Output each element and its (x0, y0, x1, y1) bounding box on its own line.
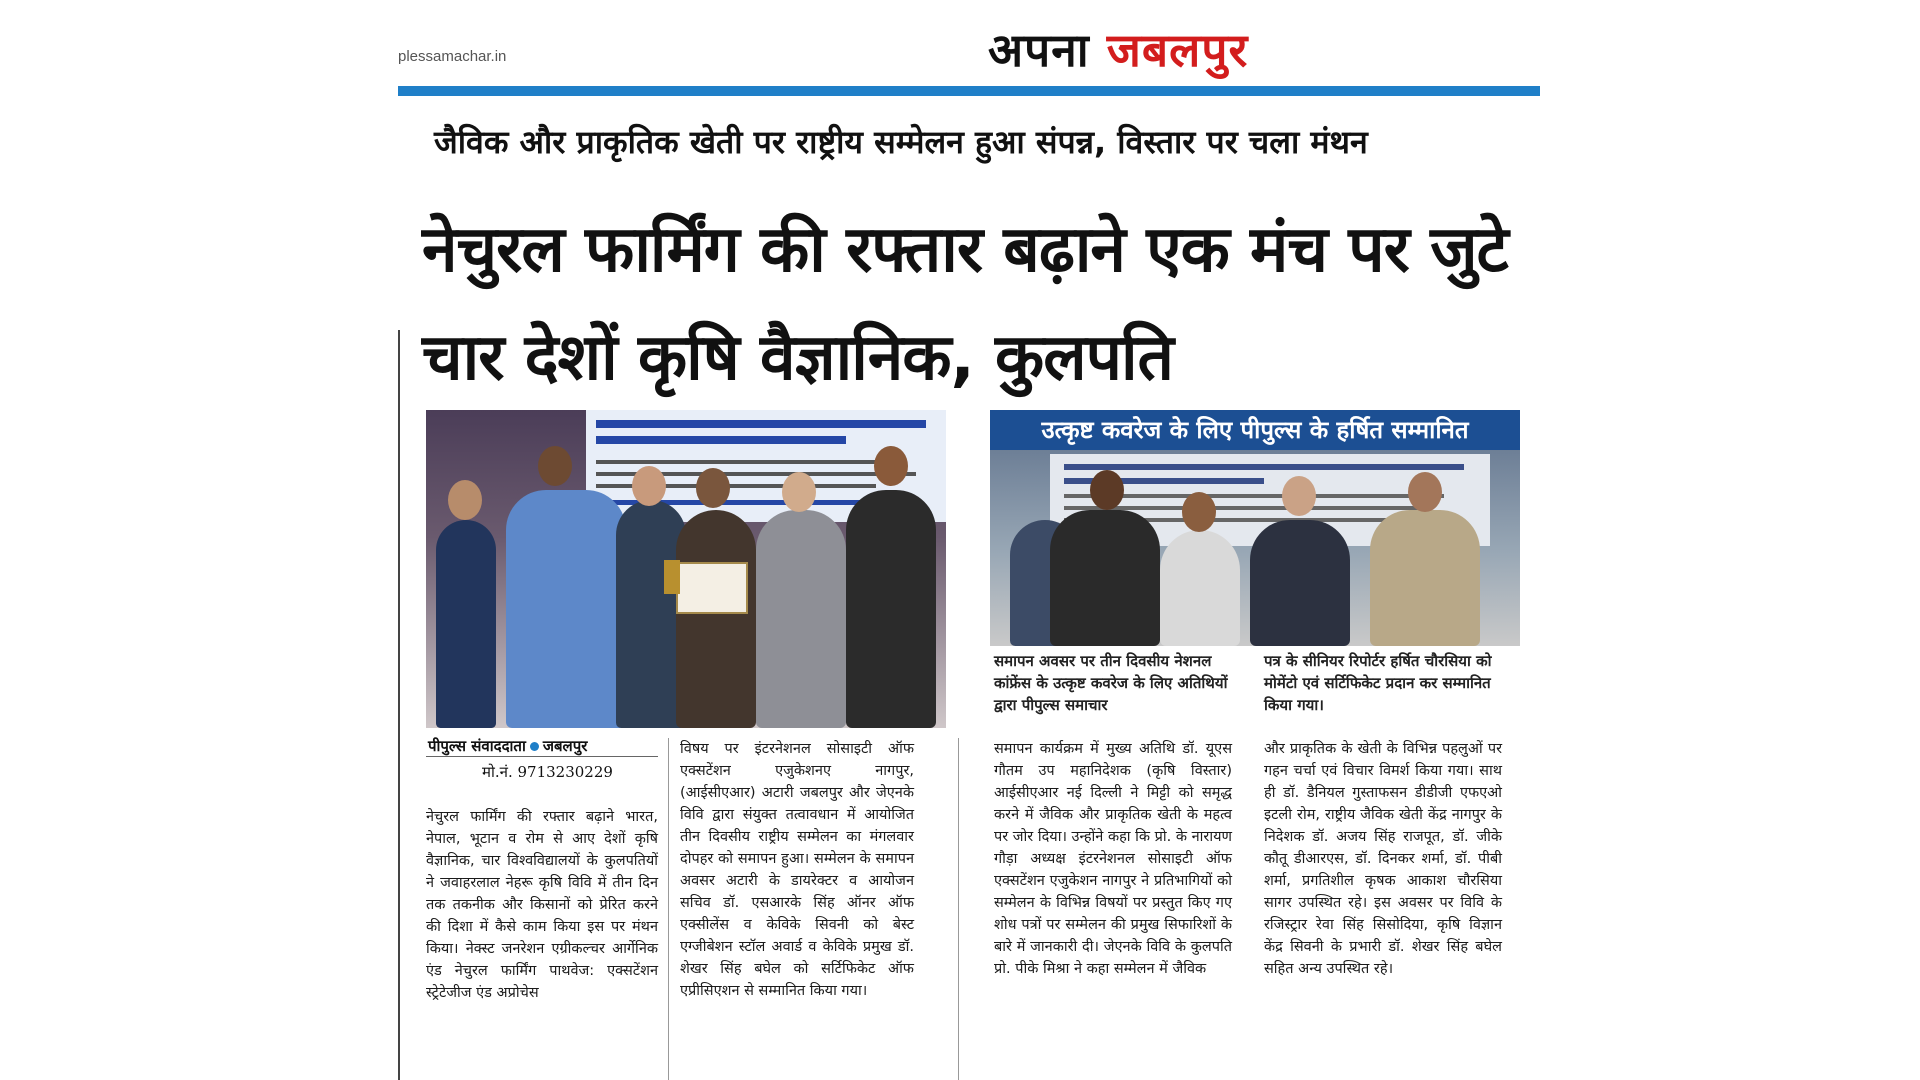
award-photo-left (426, 410, 946, 728)
photo-caption-right: पत्र के सीनियर रिपोर्टर हर्षित चौरसिया को मोमेंटो एवं सर्टिफिकेट प्रदान कर सम्मानित किया गया। (1264, 652, 1492, 714)
column-divider (668, 738, 669, 1080)
page-edge-line (398, 330, 400, 1080)
masthead (988, 18, 1248, 80)
article-column-2: विषय पर इंटरनेशनल सोसाइटी ऑफ एक्सटेंशन एजुकेशनए नागपुर, (आईसीएआर) अटारी जबलपुर और जेएनके विवि द्वारा संयुक्त तत्वावधान में आयोजित तीन दिवसीय राष्ट्रीय सम्मेलन का मंगलवार दोपहर को समापन हुआ। सम्मेलन के समापन अवसर अटारी के डायरेक्टर व आयोजन सचिव डॉ. एसआरके सिंह ऑनर ऑफ एक्सीलेंस व केविके सिवनी को बेस्ट एग्जीबेशन स्टॉल अवार्ड व केविके प्रमुख डॉ. शेखर सिंह बघेल को सर्टिफिकेट ऑफ एप्रीसिएशन से सम्मानित किया गया। (680, 741, 914, 999)
byline-place: जबलपुर (542, 737, 588, 755)
masthead-part2: जबलपुर (1106, 23, 1249, 77)
masthead-part1: अपना (988, 23, 1090, 77)
column-divider (958, 738, 959, 1080)
kicker-headline: जैविक और प्राकृतिक खेती पर राष्ट्रीय सम्मेलन हुआ संपन्न, विस्तार पर चला मंथन (434, 123, 1368, 161)
main-headline: नेचुरल फार्मिंग की रफ्तार बढ़ाने एक मंच पर जुटे चार देशों कृषि वैज्ञानिक, कुलपति (422, 213, 1508, 395)
site-url: plessamachar.in (398, 48, 507, 65)
byline (428, 736, 652, 756)
article-column-3: समापन कार्यक्रम में मुख्य अतिथि डॉ. यूएस गौतम उप महानिदेशक (कृषि विस्तार) आईसीएआर नई दिल्ली ने मिट्टी को समृद्ध करने में जैविक और प्राकृतिक खेती के महत्व पर जोर दिया। उन्होंने कहा कि प्रो. के नारायण गौड़ा अध्यक्ष इंटरनेशनल सोसाइटी ऑफ एक्सटेंशन एजुकेशन नागपुर ने प्रतिभागियों को सम्मेलन के विभिन्न विषयों पर प्रस्तुत किए गए शोध पत्रों पर सम्मेलन की प्रमुख सिफारिशों के बारे में जानकारी दी। जेएनके विवि के कुलपति प्रो. पीके मिश्रा ने कहा सम्मेलन में जैविक (994, 741, 1232, 977)
newspaper-page (398, 0, 1540, 1080)
byline-rule (426, 756, 658, 757)
bullet-icon (530, 742, 539, 751)
article-column-1: नेचुरल फार्मिंग की रफ्तार बढ़ाने भारत, नेपाल, भूटान व रोम से आए देशों कृषि वैज्ञानिक, चार विश्वविद्यालयों के कुलपतियों ने जवाहरलाल नेहरू कृषि विवि में तीन दिन तक तकनीक और किसानों को प्रेरित करने की दिशा में कैसे काम किया इस पर मंथन किया। नेक्स्ट जनरेशन एग्रीकल्चर आर्गेनिक एंड नेचुरल फार्मिंग पाथवेज: एक्सटेंशन स्ट्रेटेजीज एंड अप्रोचेस (426, 809, 658, 1001)
article-column-4: और प्राकृतिक के खेती के विभिन्न पहलुओं पर गहन चर्चा एवं विचार विमर्श किया गया। साथ ही डॉ. डैनियल गुस्ताफसन डीडीजी एफएओ इटली रोम, राष्ट्रीय जैविक खेती केंद्र नागपुर के निदेशक डॉ. अजय सिंह राजपूत, डॉ. जीके कौतू डीआरएस, डॉ. दिनकर शर्मा, डॉ. पीबी शर्मा, प्रगतिशील कृषक आकाश चौरसिया सागर उपस्थित रहे। इस अवसर पर विवि के रजिस्ट्रार रेवा सिंह सिसोदिया, कृषि विज्ञान केंद्र सिवनी के प्रभारी डॉ. शेखर सिंह बघेल सहित अन्य उपस्थित रहे। (1264, 741, 1502, 977)
byline-phone: मो.नं. 9713230229 (482, 763, 613, 781)
header-rule (398, 86, 1540, 96)
photo2-title-band: उत्कृष्ट कवरेज के लिए पीपुल्स के हर्षित सम्मानित (990, 410, 1520, 450)
photo-caption-left: समापन अवसर पर तीन दिवसीय नेशनल कांफ्रेंस के उत्कृष्ट कवरेज के लिए अतिथियों द्वारा पीपुल्स समाचार (994, 652, 1228, 714)
byline-name: पीपुल्स संवाददाता (428, 737, 526, 755)
